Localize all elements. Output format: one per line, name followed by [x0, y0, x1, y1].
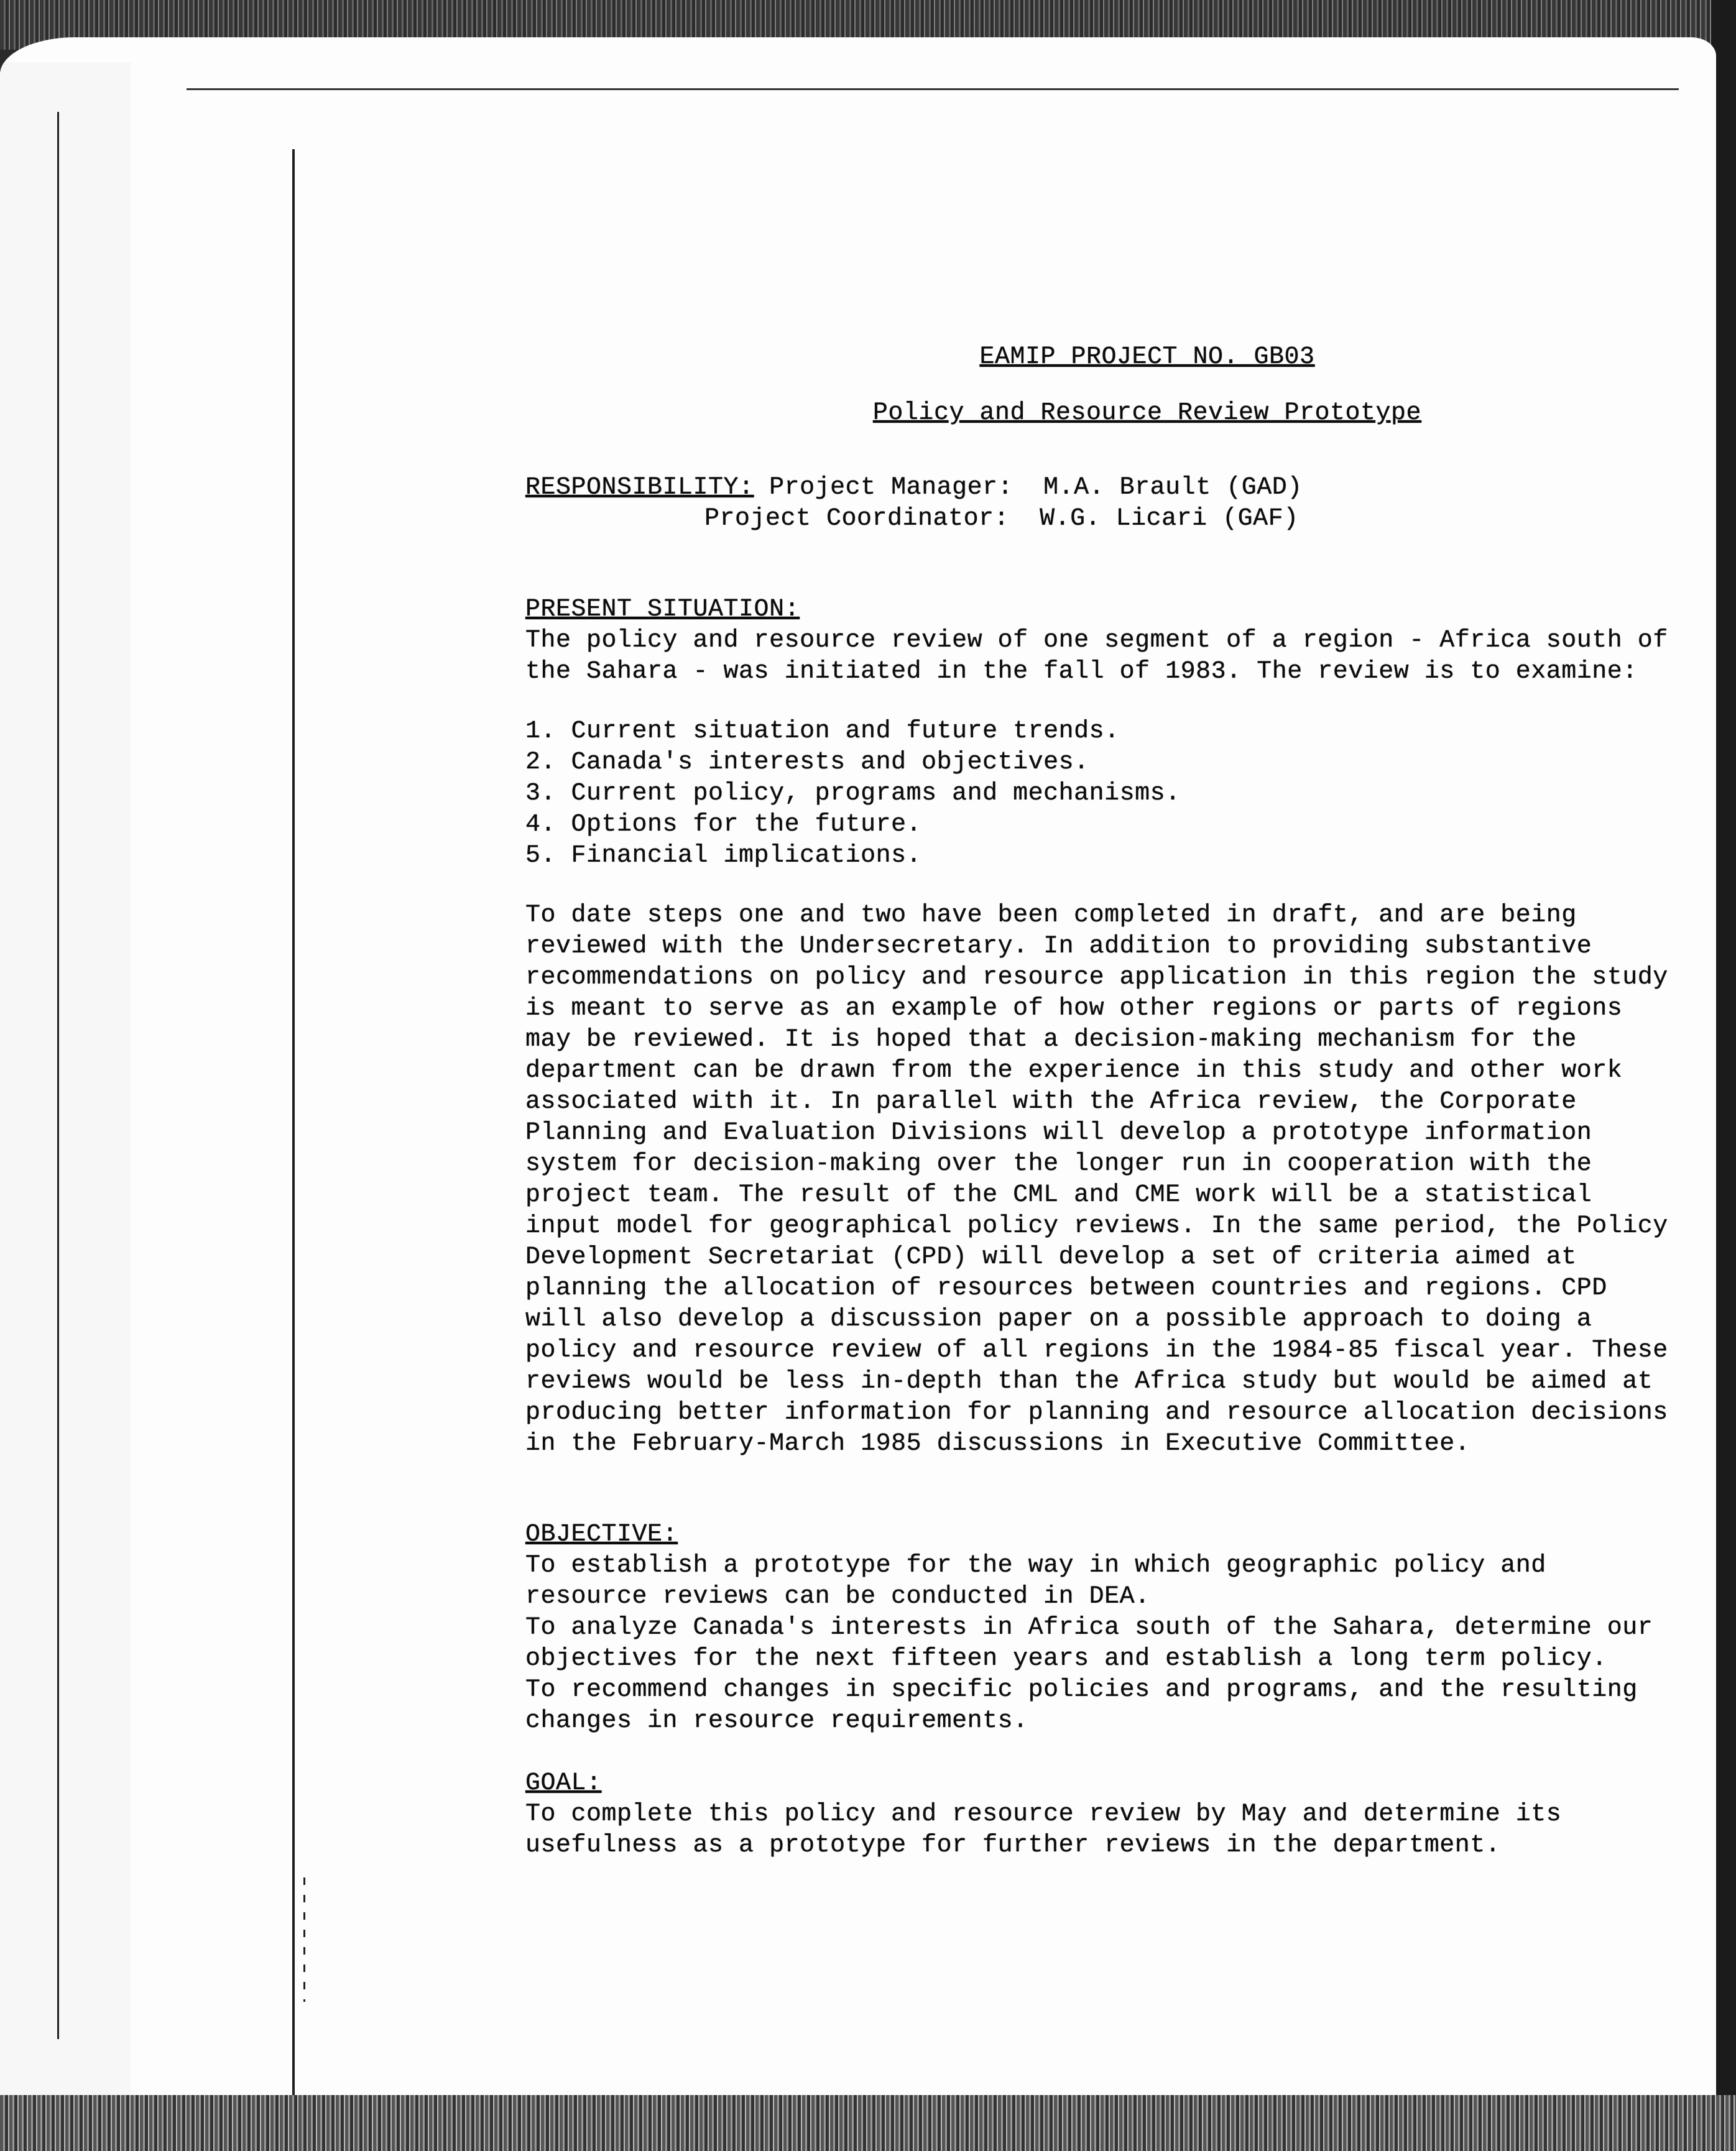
- list-item: 5. Financial implications.: [525, 842, 922, 870]
- project-number: EAMIP PROJECT NO. GB03: [979, 343, 1315, 371]
- folded-page-margin: [0, 62, 131, 2107]
- present-situation-heading: PRESENT SITUATION:: [525, 596, 800, 624]
- list-item: 1. Current situation and future trends.: [525, 717, 1120, 745]
- goal-text: To complete this policy and resource review by May and determine its usefulness as a prototype for further reviews in the department.: [525, 1800, 1562, 1859]
- project-manager: Project Manager: M.A. Brault (GAD): [769, 474, 1303, 502]
- objective-line: To establish a prototype for the way in which geographic policy and resource reviews can be conducted in DEA.: [525, 1552, 1546, 1611]
- project-title: Policy and Resource Review Prototype: [872, 399, 1422, 427]
- project-coordinator: Project Coordinator: W.G. Licari (GAF): [704, 505, 1299, 533]
- memo-body: [525, 323, 1682, 1861]
- title-block: [699, 323, 1520, 429]
- document-page: [0, 37, 1716, 2107]
- list-item: 2. Canada's interests and objectives.: [525, 748, 1089, 776]
- fold-rule: [292, 149, 295, 2107]
- present-situation-body: To date steps one and two have been completed in draft, and are being reviewed with the Undersecretary. In addition to providing substantive recommendations on policy and resource application in this region the study is meant to serve as an example of how other regions or parts of regions may be reviewed. It is hoped that a decision-making mechanism for the department can be drawn from the experience in this study and other work associated with it. In parallel with the Africa review, the Corporate Planning and Evaluation Divisions will develop a prototype information system for decision-making over the longer run in cooperation with the project team. The result of the CML and CME work will be a statistical input model for geographical policy reviews. In the same period, the Policy Development Secretariat (CPD) will develop a set of criteria aimed at planning the allocation of resources between countries and regions. CPD will also develop a discussion paper on a possible approach to doing a policy and resource review of all regions in the 1984-85 fiscal year. These reviews would be less in-depth than the Africa study but would be aimed at producing better information for planning and resource allocation decisions in the February-March 1985 discussions in Executive Committee.: [525, 901, 1668, 1458]
- objective-line: To recommend changes in specific policies and programs, and the resulting changes in resource requirements.: [525, 1676, 1638, 1735]
- present-situation-intro: The policy and resource review of one segment of a region - Africa south of the Sahara - was initiated in the fall of 1983. The review is to examine:: [525, 627, 1668, 686]
- objective-line: To analyze Canada's interests in Africa south of the Sahara, determine our objectives for the next fifteen years and establish a long term policy.: [525, 1614, 1653, 1673]
- margin-dashes: [303, 1877, 305, 2002]
- scan-border-bottom: [0, 2095, 1736, 2151]
- responsibility-label: RESPONSIBILITY:: [525, 474, 754, 502]
- objective-heading: OBJECTIVE:: [525, 1521, 678, 1549]
- list-item: 4. Options for the future.: [525, 811, 922, 839]
- review-steps-list: [525, 716, 1682, 872]
- list-item: 3. Current policy, programs and mechanisms.: [525, 780, 1181, 808]
- goal-heading: GOAL:: [525, 1769, 602, 1797]
- top-rule: [187, 88, 1679, 90]
- page-edge-line: [57, 112, 59, 2039]
- responsibility-block: [525, 472, 1682, 535]
